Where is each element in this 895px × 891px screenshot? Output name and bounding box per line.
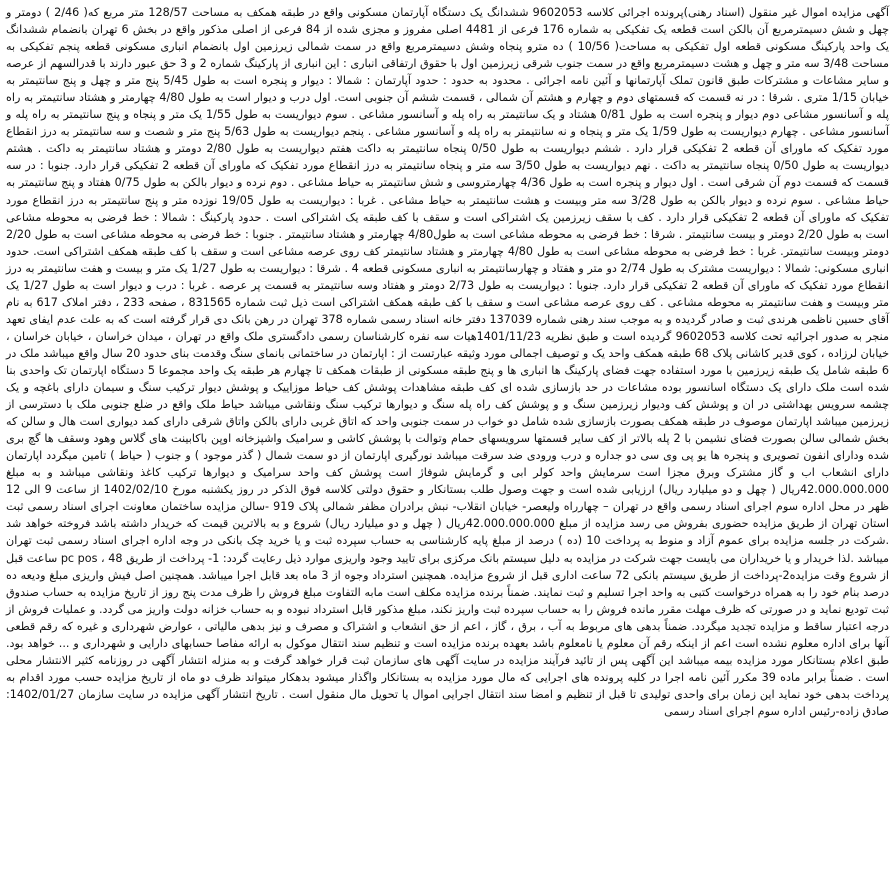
auction-notice-text: آگهی مزایده اموال غیر منقول (اسناد رهنی)پرونده اجرائی کلاسه 9602053 ششدانگ یک دستگاه آپارتمان مسکونی واقع در طبقه همکف به مساحت 128/57 متر مربع که( 2/46 ) دومتر و چهل و شش دسیمترمربع آن بالکن است قطعه یک تفکیکی به شماره 176 فرعی از 4481 اصلی مفروز و مجزی شده از 84 فرعی از اصلی مذکور واقع در بخش 6 تهران بانضمام ششدانگ یک واحد پارکینگ مسکونی قطعه اول تفکیکی به مساحت( 10/56 ) ده مترو پنجاه وشش دسیمترمربع واقع در سمت شمالی زیرزمین اول بانضمام انباری مسکونی قطعه پنجم تفکیکی به مساحت 3/48 سه متر و چهل و هشت دسیمترمربع واقع در سمت جنوب شرقی زیرزمین اول با حقوق ارتفاقی انباری : این انباری از پارکینگ شماره 2 و 3 حق عبور دارند با قدرالسهم از عرصه و سایر مشاعات و مشترکات طبق قانون تملک آپارتمانها و آئین نامه اجرائی . محدود به حدود : حدود آپارتمان : شمالا : دیوار و پنجره است به طول 5/45 پنج متر و چهل و پنج سانتیمتر به خیابان 1/15 متری . شرقا : در نه قسمت که قسمتهای دوم و چهارم و هشتم آن شمالی ، قسمت ششم آن جنوبی است. اول درب و دیوار است به طول 4/80 چهارمتر و هشتاد سانتیمتر به راه پله و آسانسور مشاعی دوم دیوار و پنجره است به طول 0/81 هشتاد و یک سانتیمتر به راه پله و آسانسور مشاعی . سوم دیواریست به طول 1/55 یک متر و پنجاه و پنج سانتیمتر به راه پله و آسانسور مشاعی . چهارم دیواریست به طول 1/59 یک متر و پنجاه و نه سانتیمتر به راه پله و آسانسور مشاعی . پنجم دیواریست به طول 5/63 پنج متر و شصت و سه سانتیمتر به درز انقطاع مورد تفکیک که ماورای آن قطعه 2 تفکیکی قرار دارد . ششم دیواریست به طول 0/50 پنجاه سانتیمتر به داکت هفتم دیواریست به طول 2/80 دومتر و هشتاد سانتیمتر به داکت . هشتم دیواریست به طول 0/50 پنجاه سانتیمتر به داکت . نهم دیواریست به طول 3/50 سه متر و پنجاه سانتیمتر به درز انقطاع مورد تفکیک که ماورای آن قطعه 2 تفکیکی قرار دارد. جنوبا : در سه قسمت که قسمت دوم آن شرقی است . اول دیوار و پنجره است به طول 4/36 چهارمتروسی و شش سانتیمتر به حیاط مشاعی . دوم نرده و دیوار بالکن به طول 0/75 هفتاد و پنج سانتیمتر به حیاط مشاعی . سوم نرده و دیوار بالکن به طول 3/28 سه متر وبیست و هشت سانتیمتر به حیاط مشاعی . غربا : دیواریست به طول 19/05 نوزده متر و پنج سانتیمتر به درز انقطاع مورد تفکیک که ماورای آن قطعه 2 تفکیکی قرار دارد . کف با سقف زیرزمین یک اشتراکی است و سقف با کف طبقه یک اشتراکی است . حدود پارکینگ : شمالا : خط فرضی به محوطه مشاعی است به طول 2/20 دومتر و بیست سانتیمتر . شرقا : خط فرضی به محوطه مشاعی است به طول4/80 چهارمتر و هشتاد سانتیمتر . جنوبا : خط فرضی به محوطه مشاعی است به طول 2/20 دومتر وبیست سانتیمتر. غربا : خط فرضی به محوطه مشاعی است به طول 4/80 چهارمتر و هشتاد سانتیمتر کف روی عرصه مشاعی است و سقف با کف طبقه همکف اشتراکی است. حدود انباری مسکونی: شمالا : دیواریست مشترک به طول 2/74 دو متر و هفتاد و چهارسانتیمتر به انباری مسکونی قطعه 4 . شرقا : دیواریست به طول 1/27 یک متر و بیست و هفت سانتیمتر به درز انقطاع مورد تفکیک که ماورای آن قطعه 2 تفکیکی قرار دارد. جنوبا : دیواریست به طول 2/73 دومتر و هفتاد وسه سانتیمتر به قسمت پر عرصه . غربا : درب و دیوار است به طول 1/27 یک متر وبیست و هفت سانتیمتر به محوطه مشاعی . کف روی عرصه مشاعی است و سقف با کف طبقه همکف اشتراکی است ذیل ثبت شماره 831565 ، صفحه 233 ، دفتر املاک 617 به نام آقای حسین ناظمی هرندی ثبت و صادر گردیده و به موجب سند رهنی شماره 137039 دفتر خانه اسناد رسمی شماره 378 تهران در رهن بانک دی قرار گرفته است که به علت عدم ایفای تعهد منجر به صدور اجرائیه تحت کلاسه 9602053 گردیده است و طبق نظریه 1401/11/23هیات سه نفره کارشناسان رسمی دادگستری ملک واقع در تهران ، میدان خراسان ، خیابان خراسان ، خیابان لرزاده ، کوی قدیر کاشانی پلاک 68 طبقه همکف واحد یک و توصیف اجمالی مورد وثیقه عبارتست از : اپارتمان در ساختمانی بانمای سنگ وقدمت بنای حدود 20 سال واقع میباشد ملک در 6 طبقه شامل یک طبقه زیرزمین با مورد استفاده جهت فضای پارکینگ ها انباری ها و پنج طبقه مسکونی از طبقات همکف تا چهارم هر طبقه یک واحد مجموعا 5 دستگاه اپارتمان تک واحدی بنا شده است ملک دارای یک دستگاه اسانسور بوده مشاعات در حد بازسازی شده ای کف طبقه مشاهدات پوشش کف حیاط موزاییک و پوشش دیوار ترکیب سنگ و سیمان دارای باغچه و یک چشمه سرویس بهداشتی در ان و پوشش کف ودیوار زیرزمین سنگ و و پوشش کف راه پله سنگ و دیوارها ترکیب سنگ ونقاشی میباشد حیاط ملک واقع در ضلع جنوبی ملک با دسترسی از زیرزمین میباشد اپارتمان موصوف در طبقه همکف بصورت بازسازی شده شامل دو خواب در سمت جنوبی واحد که اتاق غربی دارای بالکن واتاق شرقی دارای کمد دیواری است هال و سالن که بخش شمالی سالن بصورت فضای نشیمن با 2 پله بالاتر از کف سایر قسمتها سرویسهای حمام وتوالت با پوشش کاشی و سرامیک واشپزخانه اوپن باکابینت های گلاس وهود وسقف ها گچ بری شده ودارای انفون تصویری و پنجره ها یو پی وی سی دو جداره و درب ورودی ضد سرقت میباشد نورگیری اپارتمان از دو سمت شمال ( گذر موجود ) و جنوب ( حیاط ) تامین میگردد اپارتمان دارای انشعاب اب و گاز مشترک وبرق مجزا است سرمایش واحد کولر ابی و گرمایش شوفاژ است پوشش کف واحد سرامیک و دیوارها ترکیب کاغذ ونقاشی میباشد و به مبلغ 42.000.000.000ریال ( چهل و دو میلیارد ریال) ارزیابی شده است و جهت وصول طلب بستانکار و حقوق دولتی کلاسه فوق الذکر در روز یکشنبه مورخ 1402/02/10 از ساعت 9 الی 12 ظهر در محل اداره سوم اجرای اسناد رسمی واقع در تهران – چهارراه ولیعصر- خیابان انقلاب- نبش برادران مظفر شمالی پلاک 919 -سالن مزایده ساختمان معاونت اجرای اسناد رسمی ثبت استان تهران از طریق مزایده حضوری بفروش می رسد مزایده از مبلغ 42.000.000.000ریال ( چهل و دو میلیارد ریال) شروع و به بالاترین قیمت که خریدار داشته باشد فروخته خواهد شد .شرکت در جلسه مزایده برای عموم آزاد و منوط به پرداخت 10 (ده ) درصد از مبلغ پایه کارشناسی به حساب سپرده ثبت و یا خرید چک بانکی در وجه اداره اجرای اسناد رسمی ثبت تهران میباشد .لذا خریدار و یا خریداران می بایست جهت شرکت در مزایده به دلیل سیستم بانک مرکزی برای تایید وجود واریزی موارد ذیل رعایت گردد: 1- پرداخت از طریق 48 ، pc pos ساعت قبل از شروع وقت مزایده2-پرداخت از طریق سیستم بانکی 72 ساعت اداری قبل از شروع مزایده. همچنین استرداد وجوه از 3 ماه بعد قابل اجرا میباشد. همچنین اصل فیش واریزی مبلغ ودیعه ده درصد بنام خود را به همراه درخواست کتبی به واحد اجرا تسلیم و ثبت نمایند. ضمناً برنده مزایده مکلف است مابه التفاوت مبلغ فروش را ظرف مدت پنج روز از تاریخ مزایده به حساب صندوق ثبت تودیع نماید و در صورتی که ظرف مهلت مقرر مانده فروش را به حساب سپرده ثبت واریز نکند، مبلغ مذکور قابل استرداد نبوده و به حساب خزانه دولت واریز می گردد. و عملیات فروش از درجه اعتبار ساقط و مزایده تجدید میگردد. ضمناً بدهی های مربوط به آب ، برق ، گاز ، اعم از حق انشعاب و اشتراک و مصرف و نیز بدهی مالیاتی ، عوارض شهرداری و غیره که رقم قطعی آنها برای اداره معلوم نشده است اعم از اینکه رقم آن معلوم یا نامعلوم باشد بعهده برنده مزایده است و تنظیم سند انتقال موکول به ارائه مفاصا حسابهای دارایی و شهرداری و ... خواهد بود. طبق اعلام بستانکار مورد مزایده بیمه میباشد این آگهی پس از تائید فرآیند مزایده در سایت آگهی های سازمان ثبت قرار خواهد گرفت و به منزله انتشار آگهی در روزنامه کثیر الانتشار محلی است . ضمناً برابر ماده 39 مکرر آئین نامه اجرا در کلیه پرونده های اجرایی که مال مورد مزایده به بستانکار واگذار میشود بدهکار میتواند ظرف دو ماه از تاریخ مزایده حسب مورد اقدام به پرداخت بدهی خود نماید این زمان برای واحدی تولیدی تا قبل از تنظیم و امضا سند انتقال اجرایی اموال یا تحویل مال منقول است . تاریخ انتشار آگهی مزایده در سایت سازمان 1402/01/27: صادق زاده-رئیس اداره سوم اجرای اسناد رسمی — [6, 6, 890, 718]
